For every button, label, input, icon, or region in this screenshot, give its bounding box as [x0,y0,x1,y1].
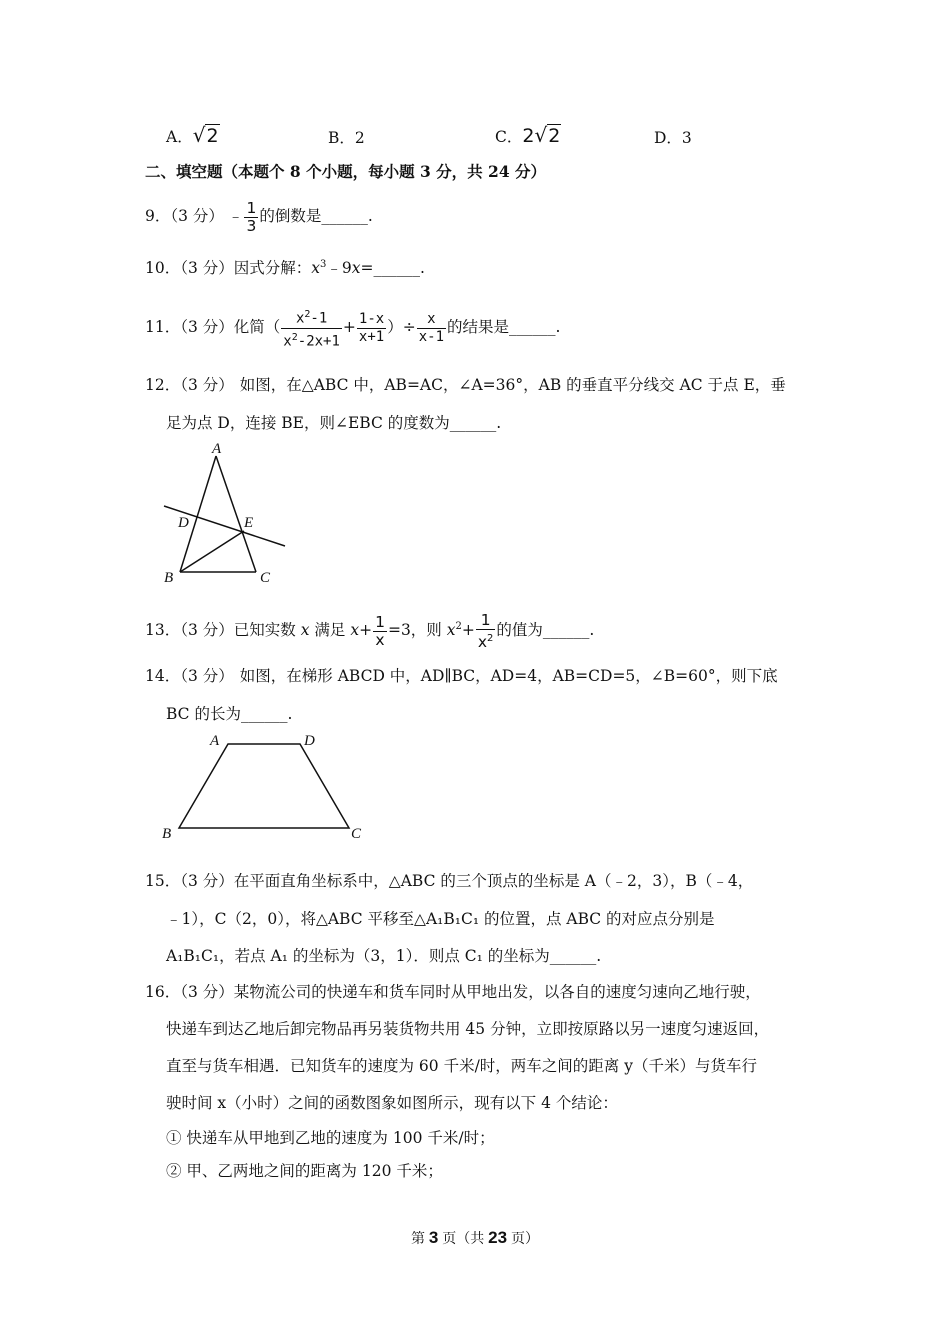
exponent: 2 [291,331,298,343]
side-ab [180,456,216,572]
exponent: 2 [487,632,494,644]
q-score: （3 分） [180,983,234,1001]
fraction [476,612,496,651]
fraction [244,200,258,235]
frac-text: x [295,310,305,327]
frac-text: -1 [310,310,328,327]
label-d: D [178,515,189,531]
footer-text: 页） [507,1230,539,1246]
question-11 [145,306,560,350]
option-c-radicand: 2 [548,125,561,147]
frac-num: 1 [375,612,385,631]
q-tail: 的倒数是______. [259,207,373,225]
option-a [166,123,220,147]
frac-num: 1 [476,612,496,630]
label-a: A [212,441,222,457]
label-e: E [244,515,254,531]
exponent: 3 [320,258,327,270]
q-score: （3 分） [170,207,224,225]
trapezoid-figure [160,728,370,843]
label-b: B [162,826,172,842]
var-x: x [350,621,360,640]
q-text: 因式分解： [233,259,312,277]
question-10 [145,256,425,278]
q-text: ）÷ [387,318,416,337]
trapezoid-shape [179,744,349,828]
frac-den: x-1 [418,328,445,345]
q-tail: =______. [360,259,425,277]
q-text: 如图，在△ABC 中，AB=AC，∠A=36°，AB 的垂直平分线交 AC 于点 E，垂 [239,376,786,394]
q-score: （3 分） [180,621,234,640]
frac-num: x [417,311,446,329]
page-footer [0,1228,950,1248]
q-text: 化简（ [233,318,281,337]
sqrt-symbol: √2 [192,123,219,147]
q-num: 13． [145,621,181,640]
segment-be [180,531,244,572]
label-b: B [164,570,174,586]
fraction [373,614,387,649]
label-c: C [260,570,271,586]
q-tail: 的结果是______. [447,318,561,337]
var-x: x [300,621,310,640]
q-num: 14． [145,667,181,685]
fraction [281,306,342,350]
exponent: 2 [304,309,311,320]
q-score: （3 分） [180,872,234,890]
var-x: x [446,621,456,640]
q-text: + [461,621,475,640]
frac-text: x [283,333,292,350]
frac-text: x [477,632,488,651]
triangle-figure [160,438,300,588]
q-text: 满足 [309,621,351,640]
q-text: 如图，在梯形 ABCD 中，AD∥BC，AD=4，AB=CD=5，∠B=60°，则下底 [239,667,778,685]
question-15-line2: ﹣1），C（2，0），将△ABC 平移至△A₁B₁C₁ 的位置，点 ABC 的对应点分别是 [166,910,715,928]
question-16 [145,980,761,1002]
question-12-line2: 足为点 D，连接 BE，则∠EBC 的度数为______. [166,414,502,432]
q-num: 11． [145,318,181,337]
q-score: （3 分） [180,259,234,277]
total-pages: 23 [488,1228,508,1247]
frac-den: x [375,630,385,649]
question-14-line2: BC 的长为______. [166,705,293,723]
var-x: x [351,259,361,277]
question-14 [145,664,778,686]
fraction [357,311,386,346]
frac-num [281,306,342,329]
option-a-label: A． [166,128,193,146]
question-15 [145,869,753,891]
q-text: 已知实数 [233,621,301,640]
q9-sign: ﹣ [227,207,244,225]
question-12 [145,373,786,395]
q-num: 15． [145,872,181,890]
q-tail: 的值为______. [496,621,595,640]
option-c-coef: 2 [522,125,535,147]
frac-den [476,630,496,651]
question-13 [145,607,594,651]
question-9 [145,198,373,235]
option-a-radicand: 2 [206,125,219,147]
page-number: 3 [428,1228,439,1247]
frac-num: 1 [246,198,257,217]
frac-den: 3 [246,216,257,235]
q-num: 16． [145,983,181,1001]
conclusion-2: ② 甲、乙两地之间的距离为 120 千米； [166,1162,443,1180]
option-d: D．3 [654,129,692,147]
q-score: （3 分） [180,376,234,394]
q-text: 在平面直角坐标系中，△ABC 的三个顶点的坐标是 A（﹣2，3），B（﹣4， [233,872,754,890]
q-num: 10． [145,259,181,277]
var-x: x [311,259,321,277]
frac-num: 1-x [358,310,385,327]
option-b: B．2 [328,129,365,147]
option-c-label: C． [495,128,523,146]
label-c: C [351,826,362,842]
question-16-line3: 直至与货车相遇．已知货车的速度为 60 千米/时，两车之间的距离 y（千米）与货车行 [166,1057,757,1075]
q-text: + [342,318,356,337]
exponent: 2 [455,621,462,632]
label-a: A [210,733,220,749]
question-16-line4: 驶时间 x（小时）之间的函数图象如图所示，现有以下 4 个结论： [166,1094,618,1112]
conclusion-1: ① 快递车从甲地到乙地的速度为 100 千米/时； [166,1129,495,1147]
q-score: （3 分） [180,667,234,685]
frac-text: -2x+1 [297,333,340,350]
fraction [417,311,446,346]
frac-den: x+1 [358,328,385,345]
sqrt-symbol: √2 [534,123,561,147]
q-score: （3 分） [180,318,234,337]
q-text: + [359,621,373,640]
q-text: 某物流公司的快递车和货车同时从甲地出发，以各自的速度匀速向乙地行驶， [233,983,761,1001]
label-d: D [304,733,315,749]
side-ac [216,456,256,572]
option-c [495,123,561,147]
q-text: =3，则 [387,621,447,640]
q-num: 9． [145,207,171,225]
q-text: ﹣9 [326,259,352,277]
section-title: 二、填空题（本题个 8 个小题，每小题 3 分，共 24 分） [145,162,547,181]
question-16-line2: 快递车到达乙地后卸完物品再另装货物共用 45 分钟，立即按原路以另一速度匀速返回， [166,1020,770,1038]
question-15-line3: A₁B₁C₁，若点 A₁ 的坐标为（3，1）．则点 C₁ 的坐标为______. [166,947,602,965]
footer-text: 第 [411,1230,429,1246]
q-num: 12． [145,376,181,394]
footer-text: 页（共 [438,1230,489,1246]
frac-den [281,329,342,351]
